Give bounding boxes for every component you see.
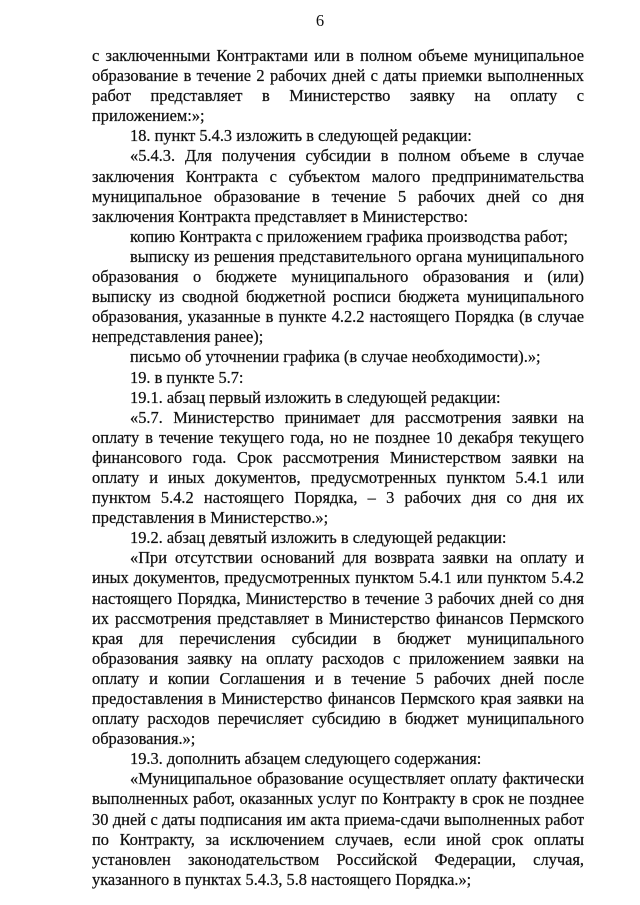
- paragraph-continuation: с заключенными Контрактами или в полном объеме муниципальное образование в течение 2 рабочих дней с даты приемки выполненных работ представляет в Министерство заявку на оплату с приложением:»;: [92, 46, 584, 126]
- paragraph-budget-extract: выписку из решения представительного органа муниципального образования о бюджете муниципального образования и (или) выписку из сводной бюджетной росписи бюджета муниципального образования, указанные в пункте 4.2.2 настоящего Порядка (в случае непредставления ранее);: [92, 246, 584, 347]
- paragraph-contract-copy: копию Контракта с приложением графика производства работ;: [130, 226, 568, 246]
- paragraph-item-19-1: 19.1. абзац первый изложить в следующей редакции:: [130, 387, 501, 407]
- paragraph-ninth-abzac: «При отсутствии оснований для возврата заявки на оплату и иных документов, предусмотренных пунктом 5.4.1 или пунктом 5.4.2 настоящего Порядка, Министерство в течение 3 рабочих дней со дня их рассмотрения представляет в Министерство финансов Пермского края для перечисления субсидии в бюджет муниципального образования заявку на оплату расходов с приложением заявки на оплату и копии Соглашения и в течение 5 рабочих дней после предоставления в Министерство финансов Пермского края заявки на оплату расходов перечисляет субсидию в бюджет муниципального образования.»;: [92, 548, 584, 749]
- paragraph-schedule-letter: письмо об уточнении графика (в случае необходимости).»;: [130, 347, 541, 367]
- paragraph-clause-5-4-3: «5.4.3. Для получения субсидии в полном объеме в случае заключения Контракта с субъектом малого предпринимательства муниципальное образование в течение 5 рабочих дней со дня заключения Контракта представляет в Министерство:: [92, 146, 584, 226]
- paragraph-new-abzac: «Муниципальное образование осуществляет оплату фактически выполненных работ, оказанных услуг по Контракту в срок не позднее 30 дней с даты подписания им акта приема-сдачи выполненных работ по Контракту, за исключением случаев, если иной срок оплаты установлен законодательством Российской Федерации, случая, указанного в пунктах 5.4.3, 5.8 настоящего Порядка.»;: [92, 769, 584, 889]
- paragraph-item-18: 18. пункт 5.4.3 изложить в следующей редакции:: [130, 126, 472, 146]
- paragraph-item-19: 19. в пункте 5.7:: [130, 367, 244, 387]
- page-number: 6: [315, 11, 325, 30]
- paragraph-clause-5-7: «5.7. Министерство принимает для рассмотрения заявки на оплату в течение текущего года, но не позднее 10 декабря текущего финансового года. Срок рассмотрения Министерством заявки на оплату и иных документов, предусмотренных пунктом 5.4.1 или пунктом 5.4.2 настоящего Порядка, – 3 рабочих дня со дня их представления в Министерство.»;: [92, 407, 584, 528]
- paragraph-item-19-3: 19.3. дополнить абзацем следующего содержания:: [130, 749, 482, 769]
- paragraph-item-19-2: 19.2. абзац девятый изложить в следующей редакции:: [130, 528, 507, 548]
- document-body: [92, 46, 584, 890]
